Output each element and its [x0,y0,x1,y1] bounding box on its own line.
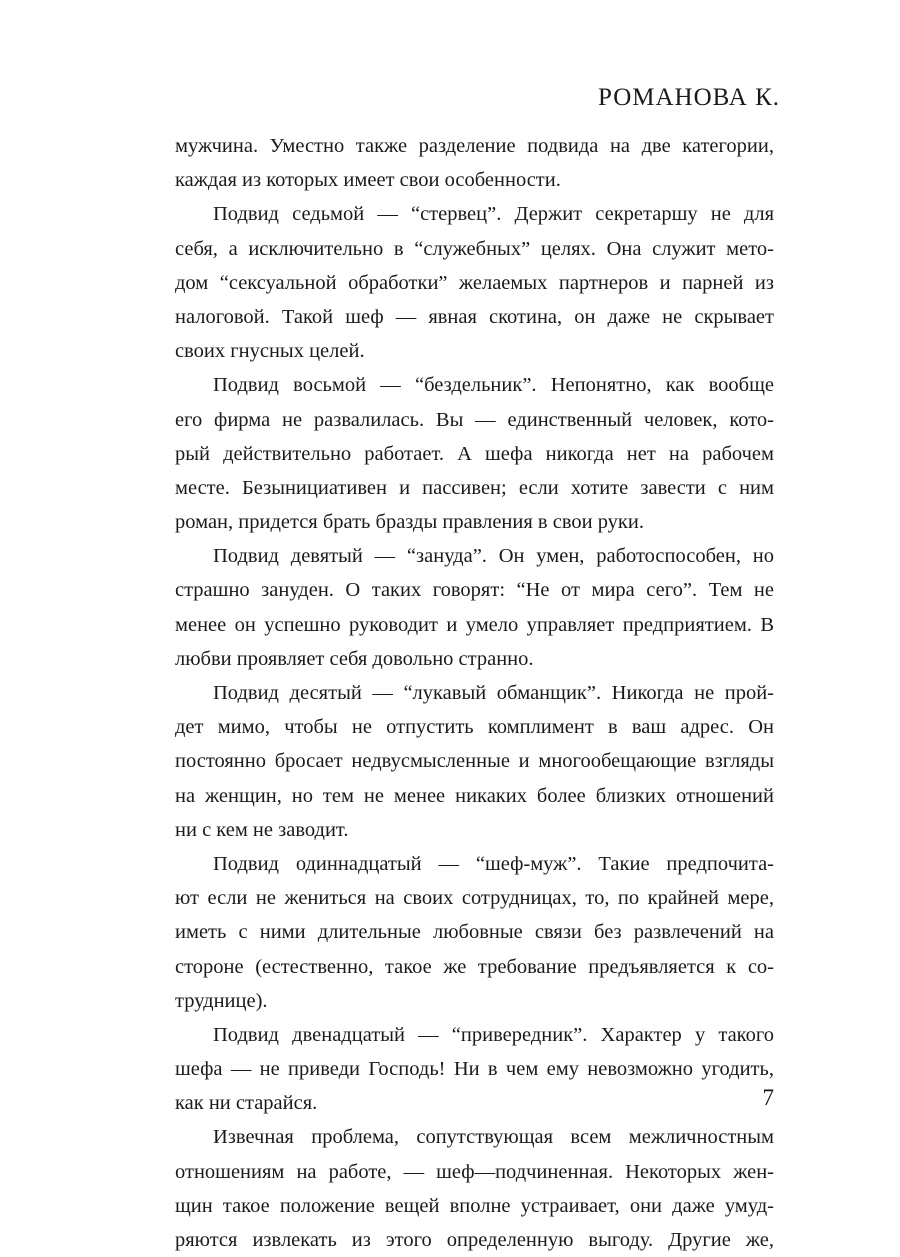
text-line: мужчина. Уместно также разделение подвида на две категории, [175,135,774,157]
text-line: ют если не жениться на своих сотрудницах, то, по крайней мере, [175,887,774,910]
text-line: Подвид седьмой — “стервец”. Держит секретаршу не для [213,203,774,226]
text-line: себя, а исключительно в “служебных” целях. Она служит мето- [175,237,774,260]
text-line: менее он успешно руководит и умело управляет предприятием. В [175,613,774,636]
text-line: иметь с ними длительные любовные связи без развлечений на [175,921,774,944]
text-line: месте. Безынициативен и пассивен; если хотите завести с ним [175,476,774,499]
text-line: Подвид одиннадцатый — “шеф-муж”. Такие предпочита- [213,852,774,875]
text-line: как ни старайся. [175,1092,318,1115]
text-line: стороне (естественно, такое же требование предъявляется к со- [175,955,774,978]
text-line: ни с кем не заводит. [175,818,349,841]
text-line: страшно зануден. О таких говорят: “Не от мира сего”. Тем не [175,579,774,602]
text-line: на женщин, но тем не менее никаких более близких отношений [175,784,774,807]
text-line: Подвид двенадцатый — “привередник”. Характер у такого [213,1023,774,1046]
text-line: ряются извлекать из этого определенную выгоду. Другие же, [175,1229,774,1251]
text-line: Подвид десятый — “лукавый обманщик”. Никогда не прой- [213,682,774,704]
text-line: постоянно бросает недвусмысленные и многообещающие взгляды [175,750,774,773]
text-line: Извечная проблема, сопутствующая всем межличностным [213,1126,774,1149]
text-line: дет мимо, чтобы не отпустить комплимент в ваш адрес. Он [175,716,774,739]
text-line: рый действительно работает. А шефа никогда нет на рабочем [175,442,774,465]
text-line: шефа — не приведи Господь! Ни в чем ему невозможно угодить, [175,1058,774,1081]
text-line: своих гнусных целей. [175,340,365,363]
text-line: труднице). [175,989,268,1012]
text-line: Подвид восьмой — “бездельник”. Непонятно, как вообще [213,374,774,397]
text-line: щин такое положение вещей вполне устраивает, они даже умуд- [175,1194,774,1217]
text-line: каждая из которых имеет свои особенности. [175,169,561,192]
text-line: Подвид девятый — “зануда”. Он умен, работоспособен, но [213,545,774,568]
text-line: отношениям на работе, — шеф—подчиненная. Некоторых жен- [175,1160,774,1183]
text-line: дом “сексуальной обработки” желаемых партнеров и парней из [175,271,774,294]
text-line: любви проявляет себя довольно странно. [175,647,534,670]
body-text [175,129,774,1257]
running-head-author: РОМАНОВА К. [598,84,780,111]
text-line: его фирма не развалилась. Вы — единственный человек, кото- [175,408,774,431]
text-line: роман, придется брать бразды правления в свои руки. [175,511,644,534]
text-line: налоговой. Такой шеф — явная скотина, он даже не скрывает [175,305,774,328]
page-number: 7 [762,1085,774,1110]
